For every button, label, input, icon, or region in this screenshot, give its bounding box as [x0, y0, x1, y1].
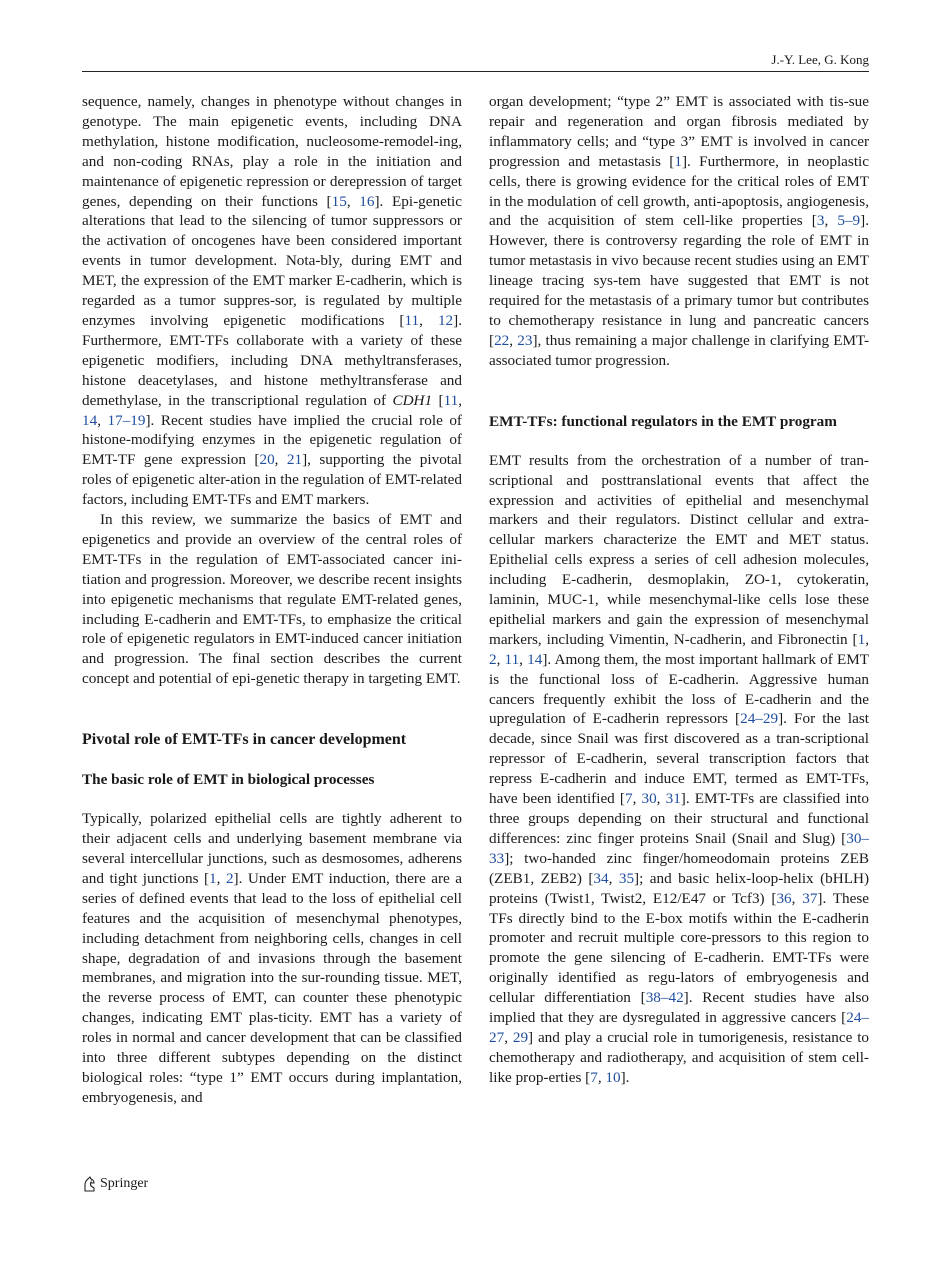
citation-link[interactable]: 36 — [776, 889, 792, 907]
citation-link[interactable]: 37 — [802, 889, 818, 907]
citation-link[interactable]: 11 — [443, 391, 459, 409]
subsection-heading: The basic role of EMT in biological processes — [82, 771, 375, 789]
citation-link[interactable]: 2 — [225, 869, 234, 887]
citation-link[interactable]: 30–33 — [489, 829, 869, 867]
citation-link[interactable]: 5–9 — [837, 212, 861, 230]
subsection-heading: EMT-TFs: functional regulators in the EMT program — [489, 412, 837, 430]
citation-link[interactable]: 1 — [674, 152, 682, 170]
citation-link[interactable]: 7 — [624, 790, 633, 808]
page-footer — [82, 1174, 148, 1194]
section-heading: Pivotal role of EMT-TFs in cancer development — [82, 731, 407, 749]
paragraph: Typically, polarized epithelial cells are tightly adherent to their adjacent cells and underlying basement membrane via several intercellular junctions, such as desmosomes, adherens and tight junctions [1, 2]. Under EMT induction, there are a series of defined events that lead to the loss of epithelial cell features and the acquisition of mesenchymal phenotypes, including detachment from neighboring cells, changes in cell shape, degradation of and invasions through the basement membranes, and migration into the sur-rounding tissue. MET, the reverse process of EMT, can counter these phenotypic changes, indicating EMT plas-ticity. EMT has a variety of roles in normal and cancer development that can be classified into three different subtypes depending on the distinct biological roles: “type 1” EMT occurs during implantation, embryogenesis, and — [82, 810, 462, 1106]
citation-link[interactable]: 30 — [641, 790, 657, 808]
citation-link[interactable]: 15 — [331, 192, 347, 210]
citation-link[interactable]: 35 — [618, 869, 635, 887]
running-header — [82, 50, 869, 72]
paragraph: organ development; “type 2” EMT is associated with tis-sue repair and regeneration and organ fibrosis mediated by inflammatory cells; and “type 3” EMT is involved in cancer progression and metastasis [1]. Furthermore, in neoplastic cells, there is growing evidence for the critical roles of EMT in the modulation of cell growth, anti-apoptosis, angiogenesis, and the acquisition of stem cell-like properties [3, 5–9]. However, there is controversy regarding the role of EMT in tumor metastasis in vivo because recent studies using an EMT lineage tracing sys-tem have suggested that EMT is not required for the metastasis of a primary tumor but contributes to chemotherapy resistance in lung and pancreatic cancers [22, 23], thus remaining a major challenge in clarifying EMT-associated tumor progression. — [489, 93, 870, 369]
citation-link[interactable]: 38–42 — [645, 989, 684, 1007]
citation-link[interactable]: 23 — [517, 331, 533, 349]
citation-link[interactable]: 3 — [816, 212, 825, 230]
citation-link[interactable]: 1 — [209, 869, 217, 887]
citation-link[interactable]: 7 — [590, 1068, 598, 1086]
citation-link[interactable]: 34 — [593, 869, 609, 887]
springer-horse-icon — [82, 1176, 97, 1193]
header-rule — [82, 71, 869, 72]
paragraph: In this review, we summarize the basics of EMT and epigenetics and provide an overview of the central roles of EMT-TFs in the regulation of EMT-associated cancer ini-tiation and progression. Moreover, we describe recent insights into epigenetic mechanisms that regulate EMT-related genes, including E-cadherin and EMT-TFs, to emphasize the critical role of epigenetic regulators in EMT-induced cancer initiation and progression. The final section describes the current concept and potential of epi-genetic therapy in targeting EMT. — [82, 511, 462, 688]
citation-link[interactable]: 20 — [259, 451, 275, 469]
citation-link[interactable]: 2 — [489, 650, 497, 668]
right-column — [489, 92, 869, 1088]
paragraph: sequence, namely, changes in phenotype without changes in genotype. The main epigenetic events, including DNA methylation, histone modification, nucleosome-remodel-ing, and non-coding RNAs, play a role in the initiation and maintenance of epigenetic repression or derepression of target genes, depending on their functions [15, 16]. Epi-genetic alterations that lead to the silencing of tumor suppressors or the activation of oncogenes have been considered important events in tumor development. Nota-bly, during EMT and MET, the expression of the EMT marker E-cadherin, which is regarded as a tumor suppres-sor, is regulated by multiple enzymes involving epigenetic modifications [11, 12]. Furthermore, EMT-TFs collaborate with a variety of these epigenetic modifiers, including DNA methyltransferases, histone deacetylases, and histone methyltransferase and demethylase, in the transcriptional regulation of CDH1 [11, 14, 17–19]. Recent studies have implied the crucial role of histone-modifying enzymes in the epigenetic regulation of EMT-TF gene expression [20, 21], supporting the pivotal roles of epigenetic alter-ation in the regulation of EMT-related factors, including EMT-TFs and EMT markers. — [82, 93, 463, 509]
citation-link[interactable]: 14 — [527, 650, 543, 668]
citation-link[interactable]: 31 — [665, 790, 681, 808]
citation-link[interactable]: 12 — [437, 311, 454, 329]
citation-link[interactable]: 17–19 — [107, 411, 146, 429]
citation-link[interactable]: 10 — [605, 1068, 621, 1086]
citation-link[interactable]: 21 — [286, 451, 303, 469]
left-column — [82, 92, 462, 1108]
running-header-authors: J.-Y. Lee, G. Kong — [771, 52, 869, 67]
paragraph: EMT results from the orchestration of a number of tran-scriptional and posttranslational events that affect the expression and activities of epithelial and mesenchymal markers and their regulators. Distinct cellular and extra-cellular markers characterize the EMT and MET status. Epithelial cells express a series of cell adhesion molecules, including E-cadherin, desmoplakin, ZO-1, cytokeratin, laminin, MUC-1, while mesenchymal-like cells lose these epithelial markers and gain the expression of mesenchymal markers, including Vimentin, N-cadherin, and Fibronectin [1, 2, 11, 14]. Among them, the most important hallmark of EMT is the functional loss of E-cadherin. Aggressive human cancers frequently exhibit the loss of E-cadherin and the upregulation of E-cadherin repressors [24–29]. For the last decade, since Snail was first discovered as a tran-scriptional repressor of E-cadherin, several transcription factors that repress E-cadherin and induce EMT, termed as EMT-TFs, have been identified [7, 30, 31]. EMT-TFs are classified into three groups depending on their structural and functional differences: zinc finger proteins Snail (Snail and Slug) [30–33]; two-handed zinc finger/homeodomain proteins ZEB (ZEB1, ZEB2) [34, 35]; and basic helix-loop-helix (bHLH) proteins (Twist1, Twist2, E12/E47 or Tcf3) [36, 37]. These TFs directly bind to the E-box motifs within the E-cadherin promoter and recruit multiple core-pressors to this region to promote the gene silencing of E-cadherin. EMT-TFs were originally identified as regu-lators of embryogenesis and cellular differentiation [38–42]. Recent studies have also implied that they are dysregulated in aggressive cancers [24–27, 29] and play a crucial role in tumorigenesis, resistance to chemotherapy and radiotherapy, and acquisition of stem cell-like prop-erties [7, 10]. — [489, 451, 870, 1086]
citation-link[interactable]: 16 — [359, 192, 375, 210]
publisher-name: Springer — [100, 1176, 149, 1191]
citation-link[interactable]: 1 — [857, 630, 866, 648]
citation-link[interactable]: 11 — [404, 311, 420, 329]
citation-link[interactable]: 22 — [494, 331, 510, 349]
gene-name: CDH1 — [392, 391, 433, 409]
citation-link[interactable]: 14 — [82, 411, 98, 429]
citation-link[interactable]: 24–29 — [740, 710, 779, 728]
citation-link[interactable]: 11 — [504, 650, 520, 668]
citation-link[interactable]: 29 — [512, 1028, 529, 1046]
citation-link[interactable]: 24–27 — [489, 1009, 869, 1046]
